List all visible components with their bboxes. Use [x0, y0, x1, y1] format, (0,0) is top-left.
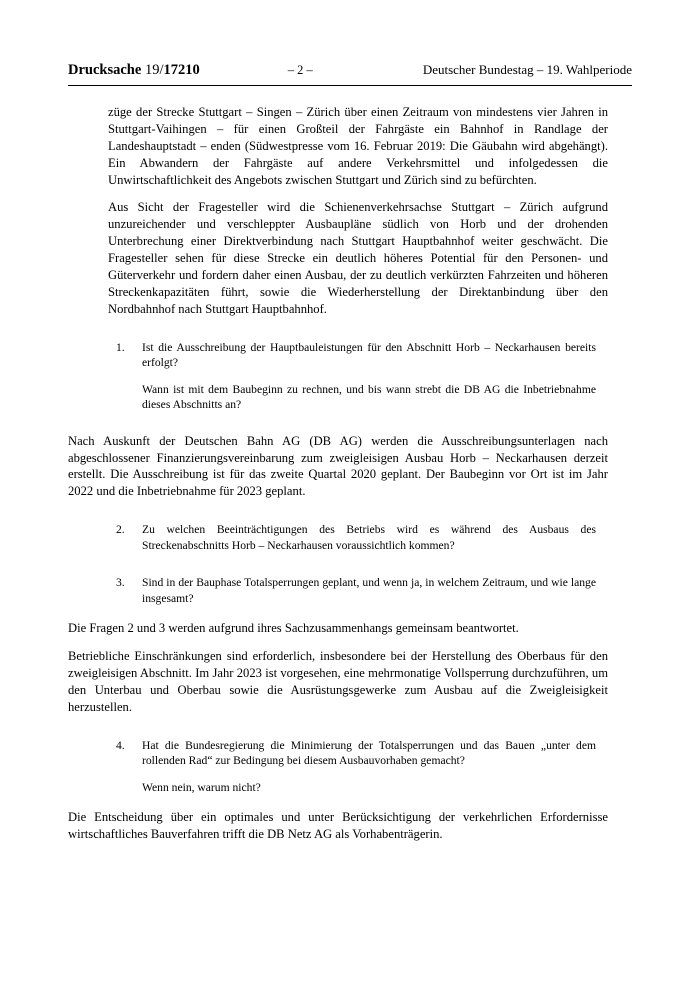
intro-section: [68, 104, 632, 318]
document-label: Drucksache: [68, 62, 142, 78]
intro-paragraph-2: Aus Sicht der Fragesteller wird die Schienenverkehrsachse Stuttgart – Zürich aufgrund unzureichender und verschleppter Ausbaupläne südlich von Horb und der drohenden Unterbrechung einer Direktverbindung nach Stuttgart Hauptbahnhof weiter geschwächt. Die Fragesteller sehen für diese Strecke ein deutlich höheres Potential für den Personen- und Güterverkehr und fordern daher einen Ausbau, der zu deutlich verkürzten Fahrzeiten und höheren Streckenkapazitäten führt, sowie die Wiederherstellung der Direktanbindung über den Nordbahnhof nach Stuttgart Hauptbahnhof.: [108, 200, 608, 316]
answer-section-2: [68, 620, 632, 715]
answer-paragraph-2-body: Betriebliche Einschränkungen sind erforderlich, insbesondere bei der Herstellung des Oberbaus für den zweigleisigen Abschnitt. Im Jahr 2023 ist vorgesehen, eine mehrmonatige Vollsperrung durchzuführen, um den Unterbau und Oberbau sowie die Ausrüstungsgewerke zum Ausbau auf die Zweigleisigkeit herzustellen.: [68, 649, 608, 714]
question-item: [68, 738, 632, 796]
answer-paragraph-1: Nach Auskunft der Deutschen Bahn AG (DB AG) werden die Ausschreibungsunterlagen nach abgeschlossener Finanzierungsvereinbarung zum zweigleisigen Ausbau Horb – Neckarhausen derzeit erstellt. Die Ausschreibung ist für das zweite Quartal 2020 geplant. Der Baubeginn vor Ort ist im Jahr 2022 und die Inbetriebnahme für 2023 geplant.: [68, 433, 608, 499]
intro-paragraph-1: züge der Strecke Stuttgart – Singen – Zürich über einen Zeitraum von mindestens vier Jahren in Stuttgart-Vaihingen – für einen Großteil der Fahrgäste ein Bahnhof in Randlage der Landeshauptstadt – enden (Südwestpresse vom 16. Februar 2019: Die Gäubahn wird abgehängt). Ein Abwandern der Fahrgäste auf andere Verkehrsmittel und infolgedessen die Unwirtschaftlichkeit des Angebots zwischen Stuttgart und Zürich sind zu befürchten.: [108, 105, 608, 187]
answer-section-3: [68, 809, 632, 843]
question-item: [68, 575, 632, 606]
answer-paragraph-2-intro: Die Fragen 2 und 3 werden aufgrund ihres Sachzusammenhangs gemeinsam beantwortet.: [68, 621, 519, 636]
question-subtext: Wenn nein, warum nicht?: [142, 780, 261, 794]
spacer: [68, 606, 632, 620]
page-header: [68, 62, 632, 79]
question-body: [142, 340, 596, 413]
document-number: 17210: [163, 62, 200, 78]
question-number: 1.: [116, 340, 125, 354]
page-marker: – 2 –: [287, 63, 313, 77]
question-subtext: Wann ist mit dem Baubeginn zu rechnen, und bis wann strebt die DB AG die Inbetriebnahme dieses Abschnitts an?: [142, 382, 596, 412]
header-divider: [68, 85, 632, 86]
question-text: Sind in der Bauphase Totalsperrungen geplant, und wenn ja, in welchem Zeitraum, und wie lange insgesamt?: [142, 576, 596, 605]
question-list: [68, 340, 632, 413]
question-item: [68, 340, 632, 413]
parliament-term-label: Deutscher Bundestag – 19. Wahlperiode: [422, 62, 632, 77]
question-list-3: [68, 738, 632, 796]
document-reference: [68, 62, 200, 79]
question-text: Hat die Bundesregierung die Minimierung der Totalsperrungen und das Bauen „unter dem rollenden Rad“ zur Bedingung bei diesem Ausbauvorhaben gemacht?: [142, 738, 596, 768]
document-number-prefix: 19/: [144, 62, 164, 78]
answer-section-1: [68, 433, 632, 501]
question-body: [142, 522, 596, 553]
question-text: Zu welchen Beeinträchtigungen des Betriebs wird es während des Ausbaus des Streckenabschnitts Horb – Neckarhausen voraussichtlich kommen?: [142, 523, 596, 552]
question-item: [68, 522, 632, 553]
question-number: 2.: [116, 523, 125, 537]
question-number: 3.: [116, 576, 125, 590]
question-text: Ist die Ausschreibung der Hauptbauleistungen für den Abschnitt Horb – Neckarhausen bereits erfolgt?: [142, 340, 596, 370]
question-body: [142, 575, 596, 606]
spacer: [68, 413, 632, 433]
question-list-2: [68, 522, 632, 606]
spacer: [68, 795, 632, 809]
question-number: 4.: [116, 738, 125, 752]
question-body: [142, 738, 596, 796]
answer-paragraph-3: Die Entscheidung über ein optimales und unter Berücksichtigung der verkehrlichen Erfordernisse wirtschaftliches Bauverfahren trifft die DB Netz AG als Vorhabenträgerin.: [68, 810, 608, 842]
